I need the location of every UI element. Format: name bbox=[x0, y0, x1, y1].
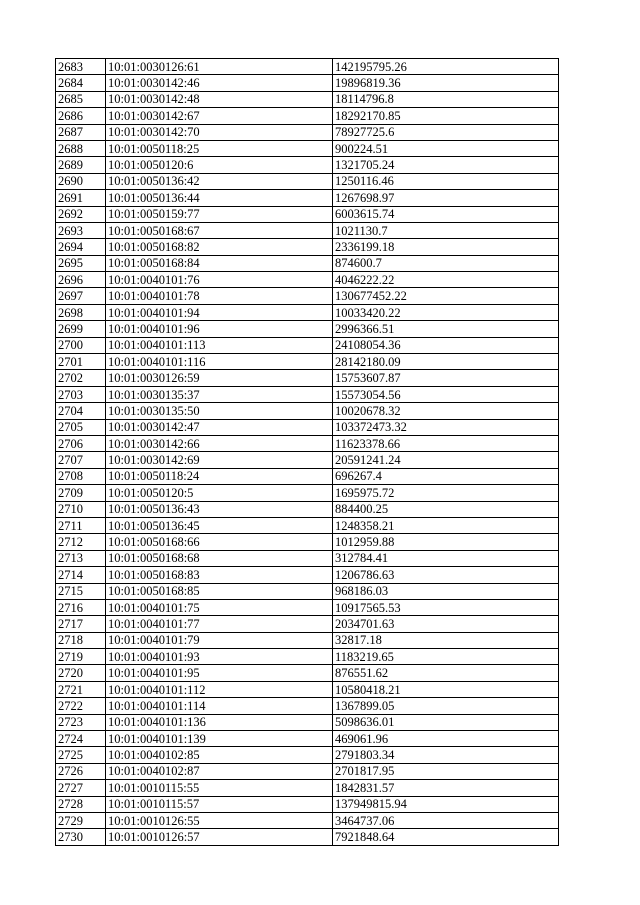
table-row bbox=[56, 386, 559, 402]
row-number-cell: 2715 bbox=[56, 583, 106, 599]
table-row bbox=[56, 567, 559, 583]
cadastral-number-cell: 10:01:0050136:42 bbox=[106, 173, 333, 189]
value-cell: 142195795.26 bbox=[333, 59, 559, 75]
row-number-cell: 2721 bbox=[56, 681, 106, 697]
value-cell: 18292170.85 bbox=[333, 108, 559, 124]
value-cell: 1183219.65 bbox=[333, 649, 559, 665]
value-cell: 2336199.18 bbox=[333, 239, 559, 255]
table-row bbox=[56, 91, 559, 107]
cadastral-number-cell: 10:01:0030142:70 bbox=[106, 124, 333, 140]
value-cell: 2996366.51 bbox=[333, 321, 559, 337]
row-number-cell: 2709 bbox=[56, 485, 106, 501]
table-row bbox=[56, 796, 559, 812]
row-number-cell: 2714 bbox=[56, 567, 106, 583]
cadastral-number-cell: 10:01:0040101:79 bbox=[106, 632, 333, 648]
table-row bbox=[56, 140, 559, 156]
value-cell: 2701817.95 bbox=[333, 763, 559, 779]
cadastral-number-cell: 10:01:0040101:116 bbox=[106, 354, 333, 370]
cadastral-number-cell: 10:01:0030135:37 bbox=[106, 386, 333, 402]
cadastral-number-cell: 10:01:0030135:50 bbox=[106, 403, 333, 419]
value-cell: 5098636.01 bbox=[333, 714, 559, 730]
value-cell: 20591241.24 bbox=[333, 452, 559, 468]
row-number-cell: 2689 bbox=[56, 157, 106, 173]
row-number-cell: 2704 bbox=[56, 403, 106, 419]
value-cell: 7921848.64 bbox=[333, 829, 559, 845]
value-cell: 1695975.72 bbox=[333, 485, 559, 501]
value-cell: 1321705.24 bbox=[333, 157, 559, 173]
value-cell: 312784.41 bbox=[333, 550, 559, 566]
cadastral-number-cell: 10:01:0010126:55 bbox=[106, 812, 333, 828]
row-number-cell: 2698 bbox=[56, 304, 106, 320]
row-number-cell: 2729 bbox=[56, 812, 106, 828]
cadastral-number-cell: 10:01:0040101:112 bbox=[106, 681, 333, 697]
row-number-cell: 2724 bbox=[56, 731, 106, 747]
value-cell: 968186.03 bbox=[333, 583, 559, 599]
table-row bbox=[56, 599, 559, 615]
cadastral-number-cell: 10:01:0040101:139 bbox=[106, 731, 333, 747]
value-cell: 28142180.09 bbox=[333, 354, 559, 370]
value-cell: 10580418.21 bbox=[333, 681, 559, 697]
cadastral-number-cell: 10:01:0040102:87 bbox=[106, 763, 333, 779]
value-cell: 876551.62 bbox=[333, 665, 559, 681]
cadastral-number-cell: 10:01:0040102:85 bbox=[106, 747, 333, 763]
row-number-cell: 2728 bbox=[56, 796, 106, 812]
cadastral-number-cell: 10:01:0050168:83 bbox=[106, 567, 333, 583]
table-row bbox=[56, 812, 559, 828]
value-cell: 11623378.66 bbox=[333, 435, 559, 451]
value-cell: 103372473.32 bbox=[333, 419, 559, 435]
cadastral-number-cell: 10:01:0040101:95 bbox=[106, 665, 333, 681]
row-number-cell: 2687 bbox=[56, 124, 106, 140]
cadastral-number-cell: 10:01:0050159:77 bbox=[106, 206, 333, 222]
cadastral-number-cell: 10:01:0040101:75 bbox=[106, 599, 333, 615]
row-number-cell: 2701 bbox=[56, 354, 106, 370]
cadastral-number-cell: 10:01:0040101:78 bbox=[106, 288, 333, 304]
row-number-cell: 2716 bbox=[56, 599, 106, 615]
row-number-cell: 2697 bbox=[56, 288, 106, 304]
table-row bbox=[56, 517, 559, 533]
row-number-cell: 2699 bbox=[56, 321, 106, 337]
table-row bbox=[56, 452, 559, 468]
cadastral-number-cell: 10:01:0030142:48 bbox=[106, 91, 333, 107]
cadastral-number-cell: 10:01:0010115:57 bbox=[106, 796, 333, 812]
value-cell: 1842831.57 bbox=[333, 780, 559, 796]
table-row bbox=[56, 222, 559, 238]
value-cell: 1367899.05 bbox=[333, 698, 559, 714]
value-cell: 19896819.36 bbox=[333, 75, 559, 91]
value-cell: 1248358.21 bbox=[333, 517, 559, 533]
value-cell: 4046222.22 bbox=[333, 272, 559, 288]
table-row bbox=[56, 485, 559, 501]
cadastral-number-cell: 10:01:0030126:59 bbox=[106, 370, 333, 386]
table-row bbox=[56, 731, 559, 747]
cadastral-number-cell: 10:01:0050168:84 bbox=[106, 255, 333, 271]
table-row bbox=[56, 632, 559, 648]
row-number-cell: 2688 bbox=[56, 140, 106, 156]
cadastral-number-cell: 10:01:0030126:61 bbox=[106, 59, 333, 75]
row-number-cell: 2683 bbox=[56, 59, 106, 75]
table-row bbox=[56, 337, 559, 353]
cadastral-number-cell: 10:01:0040101:94 bbox=[106, 304, 333, 320]
table-row bbox=[56, 370, 559, 386]
row-number-cell: 2692 bbox=[56, 206, 106, 222]
cadastral-number-cell: 10:01:0050136:45 bbox=[106, 517, 333, 533]
row-number-cell: 2702 bbox=[56, 370, 106, 386]
value-cell: 78927725.6 bbox=[333, 124, 559, 140]
table-row bbox=[56, 829, 559, 845]
table-row bbox=[56, 763, 559, 779]
cadastral-number-cell: 10:01:0050136:44 bbox=[106, 190, 333, 206]
cadastral-number-cell: 10:01:0040101:96 bbox=[106, 321, 333, 337]
value-cell: 10020678.32 bbox=[333, 403, 559, 419]
cadastral-number-cell: 10:01:0040101:114 bbox=[106, 698, 333, 714]
table-row bbox=[56, 354, 559, 370]
value-cell: 696267.4 bbox=[333, 468, 559, 484]
cadastral-number-cell: 10:01:0030142:47 bbox=[106, 419, 333, 435]
table-row bbox=[56, 419, 559, 435]
row-number-cell: 2690 bbox=[56, 173, 106, 189]
table-row bbox=[56, 403, 559, 419]
row-number-cell: 2725 bbox=[56, 747, 106, 763]
row-number-cell: 2686 bbox=[56, 108, 106, 124]
row-number-cell: 2712 bbox=[56, 534, 106, 550]
table-row bbox=[56, 288, 559, 304]
row-number-cell: 2694 bbox=[56, 239, 106, 255]
table-row bbox=[56, 255, 559, 271]
value-cell: 1250116.46 bbox=[333, 173, 559, 189]
value-cell: 24108054.36 bbox=[333, 337, 559, 353]
table-row bbox=[56, 173, 559, 189]
table-row bbox=[56, 649, 559, 665]
table-row bbox=[56, 108, 559, 124]
row-number-cell: 2713 bbox=[56, 550, 106, 566]
table-row bbox=[56, 714, 559, 730]
cadastral-number-cell: 10:01:0050118:24 bbox=[106, 468, 333, 484]
table-row bbox=[56, 435, 559, 451]
value-cell: 884400.25 bbox=[333, 501, 559, 517]
cadastral-number-cell: 10:01:0050168:67 bbox=[106, 222, 333, 238]
cadastral-number-cell: 10:01:0040101:93 bbox=[106, 649, 333, 665]
value-cell: 1021130.7 bbox=[333, 222, 559, 238]
row-number-cell: 2730 bbox=[56, 829, 106, 845]
row-number-cell: 2726 bbox=[56, 763, 106, 779]
row-number-cell: 2705 bbox=[56, 419, 106, 435]
table-row bbox=[56, 665, 559, 681]
value-cell: 2791803.34 bbox=[333, 747, 559, 763]
cadastral-number-cell: 10:01:0030142:66 bbox=[106, 435, 333, 451]
table-row bbox=[56, 698, 559, 714]
table-row bbox=[56, 239, 559, 255]
cadastral-number-cell: 10:01:0050168:82 bbox=[106, 239, 333, 255]
row-number-cell: 2696 bbox=[56, 272, 106, 288]
table-row bbox=[56, 304, 559, 320]
row-number-cell: 2707 bbox=[56, 452, 106, 468]
table-row bbox=[56, 272, 559, 288]
row-number-cell: 2691 bbox=[56, 190, 106, 206]
table-row bbox=[56, 206, 559, 222]
cadastral-number-cell: 10:01:0030142:67 bbox=[106, 108, 333, 124]
row-number-cell: 2723 bbox=[56, 714, 106, 730]
table-row bbox=[56, 190, 559, 206]
value-cell: 15753607.87 bbox=[333, 370, 559, 386]
row-number-cell: 2700 bbox=[56, 337, 106, 353]
value-cell: 15573054.56 bbox=[333, 386, 559, 402]
table-body bbox=[56, 59, 559, 846]
table-row bbox=[56, 616, 559, 632]
table-row bbox=[56, 321, 559, 337]
row-number-cell: 2727 bbox=[56, 780, 106, 796]
value-cell: 2034701.63 bbox=[333, 616, 559, 632]
table-row bbox=[56, 501, 559, 517]
value-cell: 3464737.06 bbox=[333, 812, 559, 828]
cadastral-number-cell: 10:01:0040101:76 bbox=[106, 272, 333, 288]
cadastral-number-cell: 10:01:0050168:85 bbox=[106, 583, 333, 599]
table-row bbox=[56, 534, 559, 550]
value-cell: 1206786.63 bbox=[333, 567, 559, 583]
table-row bbox=[56, 124, 559, 140]
table-row bbox=[56, 747, 559, 763]
value-cell: 32817.18 bbox=[333, 632, 559, 648]
cadastral-number-cell: 10:01:0050168:66 bbox=[106, 534, 333, 550]
table-row bbox=[56, 780, 559, 796]
row-number-cell: 2685 bbox=[56, 91, 106, 107]
row-number-cell: 2720 bbox=[56, 665, 106, 681]
table-row bbox=[56, 583, 559, 599]
cadastral-number-cell: 10:01:0050120:6 bbox=[106, 157, 333, 173]
row-number-cell: 2722 bbox=[56, 698, 106, 714]
cadastral-number-cell: 10:01:0050118:25 bbox=[106, 140, 333, 156]
value-cell: 137949815.94 bbox=[333, 796, 559, 812]
row-number-cell: 2711 bbox=[56, 517, 106, 533]
data-table bbox=[55, 58, 559, 846]
cadastral-number-cell: 10:01:0050168:68 bbox=[106, 550, 333, 566]
row-number-cell: 2684 bbox=[56, 75, 106, 91]
cadastral-number-cell: 10:01:0010126:57 bbox=[106, 829, 333, 845]
cadastral-number-cell: 10:01:0040101:136 bbox=[106, 714, 333, 730]
row-number-cell: 2719 bbox=[56, 649, 106, 665]
row-number-cell: 2708 bbox=[56, 468, 106, 484]
value-cell: 469061.96 bbox=[333, 731, 559, 747]
value-cell: 6003615.74 bbox=[333, 206, 559, 222]
row-number-cell: 2695 bbox=[56, 255, 106, 271]
value-cell: 874600.7 bbox=[333, 255, 559, 271]
value-cell: 1012959.88 bbox=[333, 534, 559, 550]
row-number-cell: 2710 bbox=[56, 501, 106, 517]
table-row bbox=[56, 550, 559, 566]
row-number-cell: 2693 bbox=[56, 222, 106, 238]
cadastral-number-cell: 10:01:0030142:69 bbox=[106, 452, 333, 468]
row-number-cell: 2718 bbox=[56, 632, 106, 648]
value-cell: 1267698.97 bbox=[333, 190, 559, 206]
value-cell: 130677452.22 bbox=[333, 288, 559, 304]
value-cell: 10917565.53 bbox=[333, 599, 559, 615]
value-cell: 18114796.8 bbox=[333, 91, 559, 107]
value-cell: 10033420.22 bbox=[333, 304, 559, 320]
row-number-cell: 2717 bbox=[56, 616, 106, 632]
row-number-cell: 2703 bbox=[56, 386, 106, 402]
table-row bbox=[56, 157, 559, 173]
cadastral-number-cell: 10:01:0040101:77 bbox=[106, 616, 333, 632]
table-row bbox=[56, 681, 559, 697]
row-number-cell: 2706 bbox=[56, 435, 106, 451]
table-row bbox=[56, 75, 559, 91]
table-row bbox=[56, 59, 559, 75]
table-row bbox=[56, 468, 559, 484]
cadastral-number-cell: 10:01:0010115:55 bbox=[106, 780, 333, 796]
cadastral-number-cell: 10:01:0050120:5 bbox=[106, 485, 333, 501]
cadastral-number-cell: 10:01:0030142:46 bbox=[106, 75, 333, 91]
cadastral-number-cell: 10:01:0040101:113 bbox=[106, 337, 333, 353]
cadastral-number-cell: 10:01:0050136:43 bbox=[106, 501, 333, 517]
value-cell: 900224.51 bbox=[333, 140, 559, 156]
